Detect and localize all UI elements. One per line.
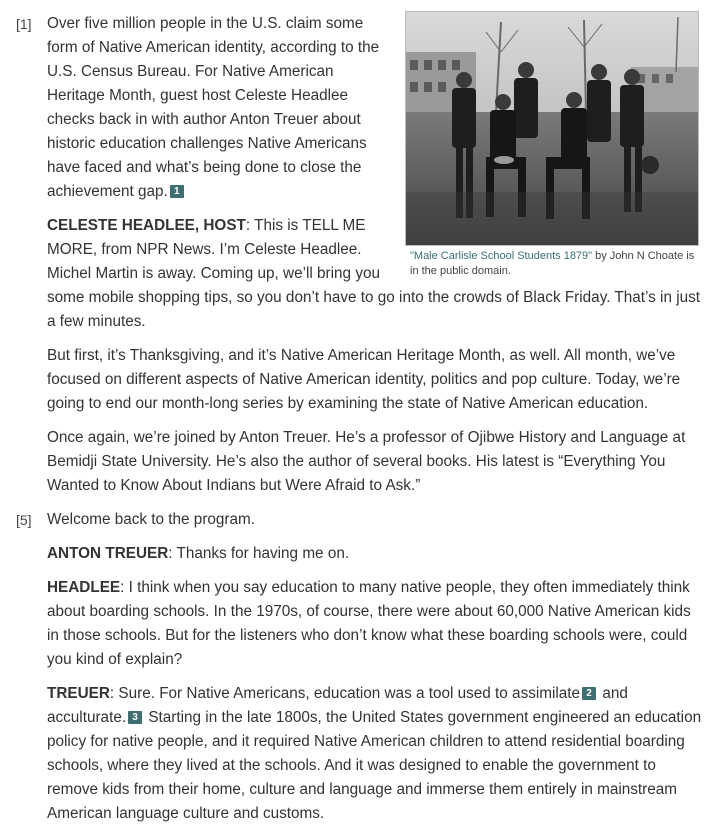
paragraph-number: [1] [16, 16, 32, 32]
speaker-name: TREUER [47, 685, 110, 702]
paragraph-number: [5] [16, 512, 32, 528]
caption-title-link[interactable]: "Male Carlisle School Students 1879" [410, 250, 593, 262]
paragraph-intro [47, 12, 382, 204]
paragraph-text: : This is TELL ME MORE, from NPR News. I’m Celeste Headlee. Michel Martin is away. Coming up, we’ll bring you some mobile shopping tips, so you don’t have to go into the crowds of Black Friday. That’s in just a few minutes. [47, 217, 701, 330]
footnote-marker[interactable]: 1 [170, 185, 184, 198]
speaker-name: ANTON TREUER [47, 545, 169, 562]
figure-float-spacer [392, 214, 702, 286]
paragraph-headlee-question [47, 576, 702, 672]
footnote-marker[interactable]: 3 [128, 711, 142, 724]
paragraph-treuer-thanks [47, 542, 702, 566]
paragraph-text: : Sure. For Native Americans, education was a tool used to assimilate [109, 685, 581, 702]
caption-attribution: by John N Choate is in the public domain. [410, 250, 695, 277]
paragraph-text: Starting in the late 1800s, the United States government engineered an education policy for native people, and it required Native American children to attend residential boarding schools, where they lived at the schools. And it was designed to enable the government to remove kids from their home, culture and language and immerse them entirely in mainstream American language culture and customs. [47, 709, 702, 822]
paragraph-text: : Thanks for having me on. [168, 545, 350, 562]
speaker-name: HEADLEE [47, 579, 121, 596]
paragraph-guest-intro [47, 426, 702, 498]
paragraph-text: : I think when you say education to many native people, they often immediately think about boarding schools. In the 1970s, of course, there were about 60,000 Native American kids in those schools. But for the listeners who don’t know what these boarding schools were, could you kind of explain? [47, 579, 691, 668]
paragraph-welcome [47, 508, 702, 532]
paragraph-text: But first, it’s Thanksgiving, and it’s Native American Heritage Month, as well. All month, we’ve focused on different aspects of Native American identity, politics and pop culture. Today, we’re going to end our month-long series by examining the state of Native American education. [47, 347, 681, 412]
paragraph-heritage-month [47, 344, 702, 416]
paragraph-text: Once again, we’re joined by Anton Treuer. He’s a professor of Ojibwe History and Language at Bemidji State University. He’s also the author of several books. His latest is “Everything You Wanted to Know About Indians but Were Afraid to Ask.” [47, 429, 686, 494]
speaker-name: CELESTE HEADLEE, HOST [47, 217, 246, 234]
footnote-marker[interactable]: 2 [582, 687, 596, 700]
paragraph-text: Over five million people in the U.S. claim some form of Native American identity, according to the U.S. Census Bureau. For Native American Heritage Month, guest host Celeste Headlee checks back in with author Anton Treuer about historic education challenges Native Americans have faced and what’s being done to close the achievement gap. [47, 15, 380, 200]
paragraph-treuer-answer [47, 682, 702, 826]
historic-group-photo-icon [405, 11, 699, 246]
paragraph-headlee-intro [47, 214, 702, 334]
figure [405, 11, 699, 246]
paragraph-text: Welcome back to the program. [47, 511, 256, 528]
paragraph-text: and acculturate. [47, 685, 628, 726]
